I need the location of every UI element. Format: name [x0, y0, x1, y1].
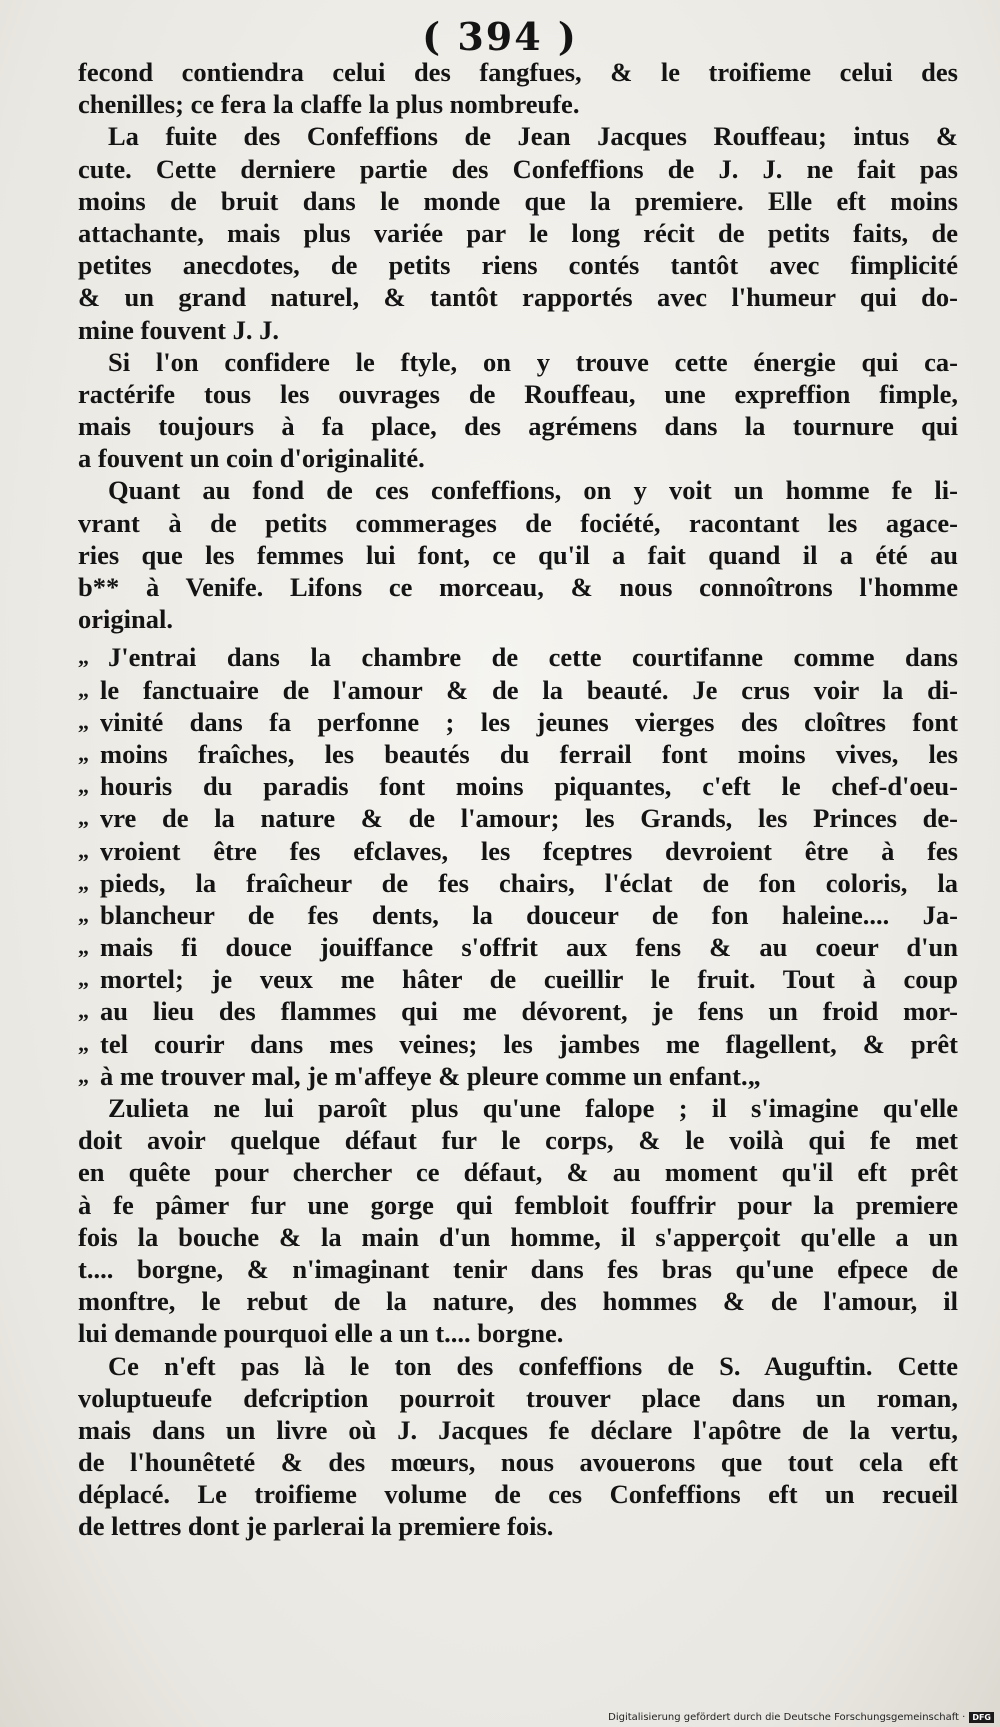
text-line: de l'hounêteté & des mœurs, nous avouerons que tout cela eft: [78, 1447, 958, 1478]
body-text: [78, 56, 958, 1543]
text-line: cute. Cette derniere partie des Confeffions de J. J. ne fait pas: [78, 153, 958, 184]
quote-line: [78, 931, 958, 963]
text-line: & un grand naturel, & tantôt rapportés avec l'humeur qui do-: [78, 282, 958, 313]
quote-line: [78, 770, 958, 802]
quote-line: [78, 1028, 958, 1060]
quote-text: J'entrai dans la chambre de cette courtifanne comme dans: [108, 642, 958, 673]
footer-text: Digitalisierung gefördert durch die Deutsche Forschungsgemeinschaft ·: [608, 1712, 966, 1723]
quote-mark: „: [78, 934, 89, 960]
quote-line: [78, 641, 958, 673]
text-line: a fouvent un coin d'originalité.: [78, 443, 425, 474]
quote-line: [78, 899, 958, 931]
text-line: La fuite des Confeffions de Jean Jacques Rouffeau; intus &: [108, 121, 958, 152]
text-line: mine fouvent J. J.: [78, 314, 279, 345]
text-line: vrant à de petits commerages de fociété, racontant les agace-: [78, 507, 958, 538]
text-line: voluptueufe defcription pourroit trouver place dans un roman,: [78, 1382, 958, 1413]
quote-text: vroient être fes efclaves, les fceptres devroient être à fes: [100, 835, 958, 866]
quote-text: houris du paradis font moins piquantes, c'eft le chef-d'oeu-: [100, 771, 958, 802]
text-line: fois la bouche & la main d'un homme, il s'apperçoit qu'elle a un: [78, 1221, 958, 1252]
quotation-block: [78, 641, 958, 1092]
text-line: Si l'on confidere le ftyle, on y trouve cette énergie qui ca-: [108, 346, 958, 377]
text-line: ractérife tous les ouvrages de Rouffeau, une expreffion fimple,: [78, 378, 958, 409]
quote-line: [78, 1060, 958, 1092]
quote-mark: „: [78, 644, 89, 670]
quote-mark: „: [78, 901, 89, 927]
quote-mark: „: [78, 837, 89, 863]
quote-mark: „: [78, 869, 89, 895]
text-line: mais dans un livre où J. Jacques fe déclare l'apôtre de la vertu,: [78, 1414, 958, 1445]
quote-text: mortel; je veux me hâter de cueillir le fruit. Tout à coup: [100, 964, 958, 995]
quote-mark: „: [78, 966, 89, 992]
quote-mark: „: [78, 805, 89, 831]
text-line: original.: [78, 604, 173, 635]
text-line: Ce n'eft pas là le ton des confeffions de S. Auguftin. Cette: [108, 1350, 958, 1381]
text-line: déplacé. Le troifieme volume de ces Confeffions eft un recueil: [78, 1479, 958, 1510]
quote-mark: „: [78, 1030, 89, 1056]
text-line: à fe pâmer fur une gorge qui fembloit fouffrir pour la premiere: [78, 1189, 958, 1220]
page-number: ( 394 ): [422, 14, 578, 59]
text-line: doit avoir quelque défaut fur le corps, & le voilà qui fe met: [78, 1125, 958, 1156]
quote-mark: „: [78, 1062, 89, 1088]
text-line: chenilles; ce fera la claffe la plus nombreufe.: [78, 89, 580, 120]
quote-text: à me trouver mal, je m'affeye & pleure comme un enfant.„: [100, 1060, 761, 1091]
footer-credit: [608, 1712, 994, 1723]
quote-mark: „: [78, 708, 89, 734]
text-line: attachante, mais plus variée par le long récit de petits faits, de: [78, 217, 958, 248]
quote-text: mais fi douce jouiffance s'offrit aux fens & au coeur d'un: [100, 932, 958, 963]
text-line: de lettres dont je parlerai la premiere fois.: [78, 1511, 554, 1542]
text-line: t.... borgne, & n'imaginant tenir dans fes bras qu'une efpece de: [78, 1253, 958, 1284]
quote-text: pieds, la fraîcheur de fes chairs, l'éclat de fon coloris, la: [100, 867, 958, 898]
dfg-logo: DFG: [969, 1712, 994, 1723]
quote-text: moins fraîches, les beautés du ferrail font moins vives, les: [100, 738, 958, 769]
text-line: Zulieta ne lui paroît plus qu'une falope ; il s'imagine qu'elle: [108, 1093, 958, 1123]
text-line: ries que les femmes lui font, ce qu'il a fait quand il a été au: [78, 539, 958, 570]
quote-line: [78, 674, 958, 706]
text-line: fecond contiendra celui des fangfues, & le troifieme celui des: [78, 57, 958, 87]
quote-text: vre de la nature & de l'amour; les Grands, les Princes de-: [100, 803, 958, 834]
quote-line: [78, 963, 958, 995]
quote-mark: „: [78, 998, 89, 1024]
quote-line: [78, 706, 958, 738]
quote-mark: „: [78, 773, 89, 799]
text-line: monftre, le rebut de la nature, des hommes & de l'amour, il: [78, 1286, 958, 1317]
quote-mark: „: [78, 676, 89, 702]
text-line: Quant au fond de ces confeffions, on y voit un homme fe li-: [108, 475, 958, 506]
quote-line: [78, 802, 958, 834]
quote-text: vinité dans fa perfonne ; les jeunes vierges des cloîtres font: [100, 706, 958, 737]
text-line: mais toujours à fa place, des agrémens dans la tournure qui: [78, 411, 958, 442]
text-line: lui demande pourquoi elle a un t.... borgne.: [78, 1318, 564, 1349]
quote-text: au lieu des flammes qui me dévorent, je fens un froid mor-: [100, 996, 958, 1027]
quote-line: [78, 867, 958, 899]
quote-line: [78, 738, 958, 770]
quote-text: tel courir dans mes veines; les jambes me flagellent, & prêt: [100, 1028, 958, 1059]
quote-line: [78, 995, 958, 1027]
quote-mark: „: [78, 740, 89, 766]
quote-text: le fanctuaire de l'amour & de la beauté. Je crus voir la di-: [100, 674, 958, 705]
quote-line: [78, 835, 958, 867]
text-line: en quête pour chercher ce défaut, & au moment qu'il eft prêt: [78, 1157, 958, 1188]
quote-text: blancheur de fes dents, la douceur de fon haleine.... Ja-: [100, 899, 958, 930]
text-line: moins de bruit dans le monde que la premiere. Elle eft moins: [78, 185, 958, 216]
text-line: b** à Venife. Lifons ce morceau, & nous connoîtrons l'homme: [78, 572, 958, 602]
text-line: petites anecdotes, de petits riens contés tantôt avec fimplicité: [78, 250, 958, 281]
